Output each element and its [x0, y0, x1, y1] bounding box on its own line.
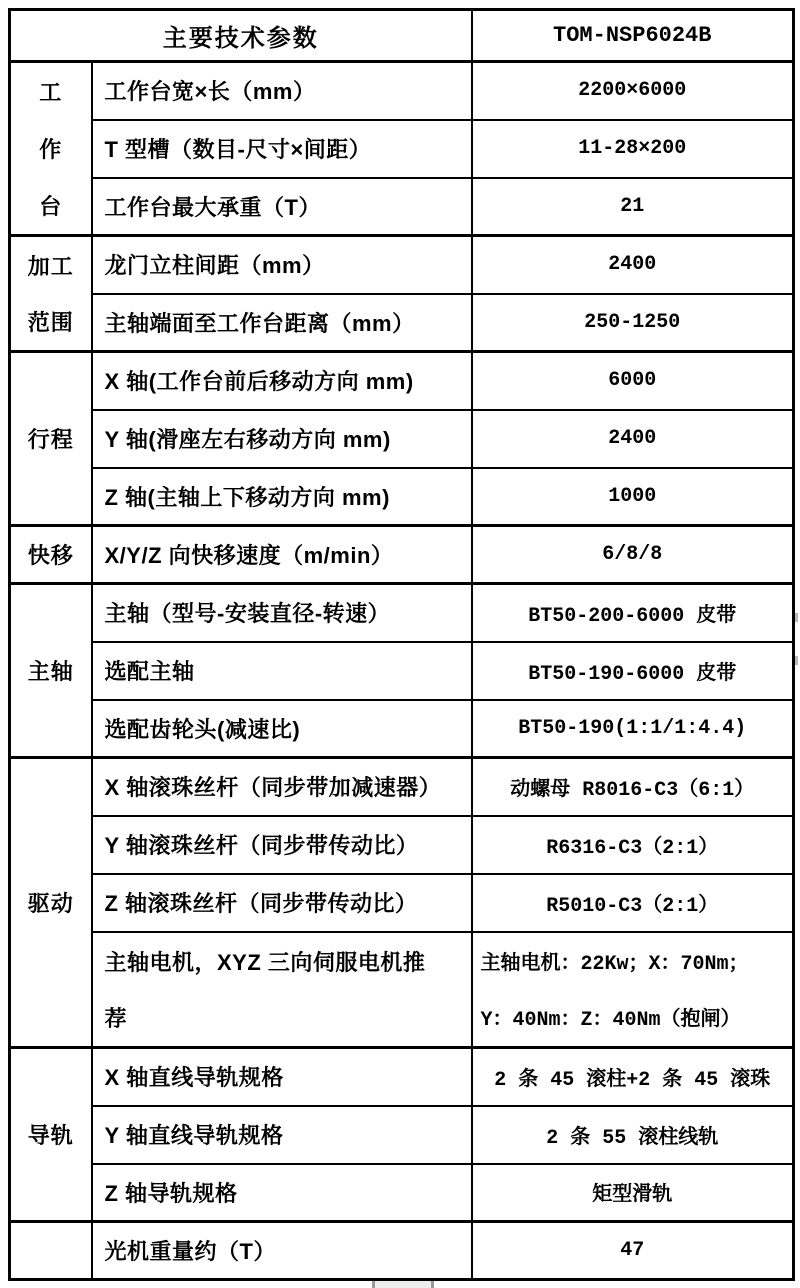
param-label: 工作台宽×长（mm） [92, 62, 472, 120]
param-label: 工作台最大承重（T） [92, 178, 472, 236]
category-drive: 驱动 [10, 758, 92, 1048]
param-value: 11-28×200 [472, 120, 794, 178]
table-row [10, 1048, 794, 1106]
param-value-line: 主轴电机：22Kw；X：70Nm； [480, 953, 749, 977]
param-value: 2200×6000 [472, 62, 794, 120]
scan-artifact-tick [795, 613, 798, 622]
category-machining-range [10, 236, 92, 352]
table-row [10, 758, 794, 816]
param-label: Z 轴(主轴上下移动方向 mm) [92, 468, 472, 526]
param-label: Z 轴滚珠丝杆（同步带传动比） [92, 874, 472, 932]
param-label [92, 932, 472, 1048]
param-label: Y 轴滚珠丝杆（同步带传动比） [92, 816, 472, 874]
category-travel: 行程 [10, 352, 92, 526]
table-row [10, 816, 794, 874]
param-value: 1000 [472, 468, 794, 526]
category-worktable-char: 作 [39, 136, 63, 162]
category-worktable-char: 台 [39, 193, 63, 219]
param-label: X/Y/Z 向快移速度（m/min） [92, 526, 472, 584]
param-value: BT50-190-6000 皮带 [472, 642, 794, 700]
param-value: 2400 [472, 410, 794, 468]
param-value: R5010-C3（2:1） [472, 874, 794, 932]
param-label: T 型槽（数目-尺寸×间距） [92, 120, 472, 178]
param-value: 2400 [472, 236, 794, 294]
param-value: 矩型滑轨 [472, 1164, 794, 1222]
spec-sheet [8, 8, 795, 1281]
param-value-line: Y：40Nm：Z：40Nm（抱闸） [480, 1009, 741, 1033]
table-row [10, 584, 794, 642]
param-label: 选配主轴 [92, 642, 472, 700]
param-value: 动螺母 R8016-C3（6:1） [472, 758, 794, 816]
table-row [10, 468, 794, 526]
table-row [10, 1164, 794, 1222]
param-value: R6316-C3（2:1） [472, 816, 794, 874]
category-worktable-char: 工 [39, 80, 63, 106]
table-row [10, 236, 794, 294]
table-row [10, 178, 794, 236]
param-value: 47 [472, 1222, 794, 1280]
param-value [472, 932, 794, 1048]
table-row [10, 1222, 794, 1280]
param-value: 2 条 45 滚柱+2 条 45 滚珠 [472, 1048, 794, 1106]
table-row [10, 874, 794, 932]
param-label-line: 主轴电机，XYZ 三向伺服电机推 [104, 949, 426, 975]
table-row [10, 294, 794, 352]
table-row [10, 62, 794, 120]
table-row [10, 1106, 794, 1164]
category-worktable [10, 62, 92, 236]
param-label: Z 轴导轨规格 [92, 1164, 472, 1222]
category-guideway: 导轨 [10, 1048, 92, 1222]
param-value: 6000 [472, 352, 794, 410]
param-value: 250-1250 [472, 294, 794, 352]
param-label: X 轴(工作台前后移动方向 mm) [92, 352, 472, 410]
category-spindle: 主轴 [10, 584, 92, 758]
param-label: Y 轴直线导轨规格 [92, 1106, 472, 1164]
table-row [10, 526, 794, 584]
param-label: 主轴端面至工作台距离（mm） [92, 294, 472, 352]
param-label: 主轴（型号-安装直径-转速） [92, 584, 472, 642]
param-label: 龙门立柱间距（mm） [92, 236, 472, 294]
category-rapid: 快移 [10, 526, 92, 584]
table-row [10, 700, 794, 758]
table-row [10, 642, 794, 700]
table-title: 主要技术参数 [10, 10, 472, 62]
param-label: 选配齿轮头(减速比) [92, 700, 472, 758]
category-machining-range-line: 加工 [27, 254, 74, 279]
category-machining-range-line: 范围 [27, 310, 74, 335]
param-value: 6/8/8 [472, 526, 794, 584]
category-empty [10, 1222, 92, 1280]
param-value: 21 [472, 178, 794, 236]
model-number: TOM-NSP6024B [472, 10, 794, 62]
table-row [10, 120, 794, 178]
param-label: X 轴滚珠丝杆（同步带加减速器） [92, 758, 472, 816]
table-row [10, 932, 794, 1048]
param-value: 2 条 55 滚柱线轨 [472, 1106, 794, 1164]
param-label: Y 轴(滑座左右移动方向 mm) [92, 410, 472, 468]
param-label: X 轴直线导轨规格 [92, 1048, 472, 1106]
param-label: 光机重量约（T） [92, 1222, 472, 1280]
scan-artifact-tick [795, 656, 798, 665]
spec-table [8, 8, 795, 1281]
param-value: BT50-200-6000 皮带 [472, 584, 794, 642]
param-label-line: 荐 [104, 1005, 128, 1031]
table-row [10, 352, 794, 410]
table-row [10, 410, 794, 468]
scrollbar-fragment [372, 1281, 434, 1288]
param-value: BT50-190(1:1/1:4.4) [472, 700, 794, 758]
